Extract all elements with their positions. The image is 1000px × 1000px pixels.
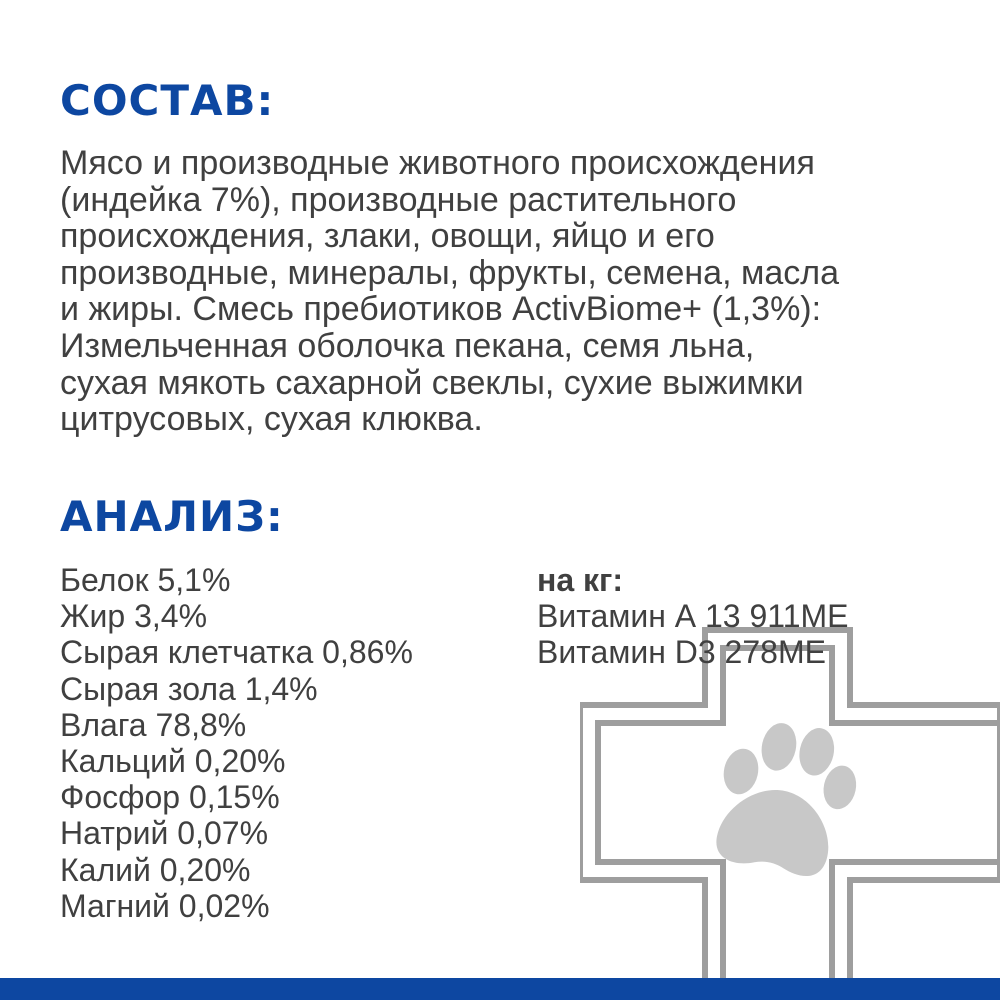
analysis-item: Калий 0,20% (60, 851, 251, 888)
vitamin-item: Витамин А 13 911МЕ (537, 598, 849, 635)
composition-line: Измельченная оболочка пекана, семя льна, (60, 326, 755, 365)
per-kg-title: на кг: (537, 562, 624, 598)
per-kg-list (537, 562, 848, 671)
analysis-item: Фосфор 0,15% (60, 779, 280, 816)
analysis-item: Белок 5,1% (60, 562, 231, 598)
analysis-item: Влага 78,8% (60, 706, 247, 743)
analysis-item: Жир 3,4% (60, 598, 208, 635)
vitamin-item: Витамин D3 278МЕ (537, 634, 826, 671)
composition-text (60, 145, 980, 438)
composition-line: (индейка 7%), производные растительного (60, 180, 737, 219)
analysis-list (60, 562, 413, 924)
composition-heading: СОСТАВ: (60, 76, 275, 125)
bottom-bar (0, 978, 1000, 1000)
analysis-heading: АНАЛИЗ: (60, 492, 284, 541)
analysis-item: Натрий 0,07% (60, 815, 269, 852)
paw-toe-2 (757, 720, 800, 774)
paw-pad (712, 779, 838, 881)
analysis-item: Сырая клетчатка 0,86% (60, 634, 413, 671)
analysis-item: Сырая зола 1,4% (60, 670, 318, 707)
paw-toe-1 (720, 745, 763, 797)
composition-line: сухая мякоть сахарной свеклы, сухие выжимки (60, 363, 804, 402)
paw-print-icon (706, 710, 867, 884)
composition-line: и жиры. Смесь пребиотиков ActivBiome+ (1,3%): (60, 290, 822, 329)
composition-line: Мясо и производные животного происхождения (60, 144, 815, 182)
composition-line: цитрусовых, сухая клюква. (60, 400, 483, 439)
composition-line: происхождения, злаки, овощи, яйцо и его (60, 217, 715, 256)
composition-line: производные, минералы, фрукты, семена, масла (60, 253, 840, 292)
analysis-item: Кальций 0,20% (60, 743, 286, 780)
analysis-item: Магний 0,02% (60, 887, 270, 924)
